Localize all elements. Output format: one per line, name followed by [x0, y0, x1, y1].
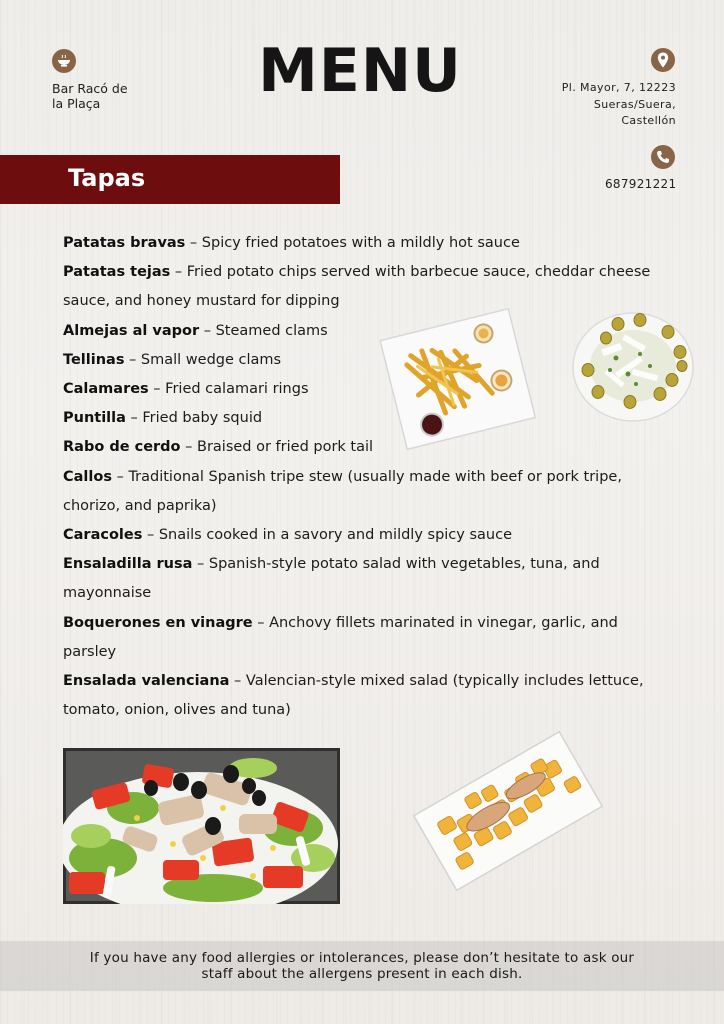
address — [496, 80, 676, 130]
menu-item-description: Fried potato chips served with barbecue sauce, cheddar cheese sauce, and honey mustard for dipping — [63, 264, 651, 310]
menu-item-description: Anchovy fillets marinated in vinegar, garlic, and parsley — [63, 614, 618, 660]
business-name — [52, 81, 128, 111]
phone-icon — [651, 145, 675, 169]
menu-item-name: Puntilla — [63, 410, 126, 427]
page-title: MENU — [258, 36, 462, 106]
menu-item-separator: – — [148, 381, 166, 398]
menu-item-description: Traditional Spanish tripe stew (usually made with beef or pork tripe, chorizo, and paprika) — [63, 468, 622, 514]
ensalada-valenciana-photo — [63, 748, 340, 904]
menu-item-separator: – — [229, 673, 246, 690]
menu-item-name: Patatas bravas — [63, 235, 186, 251]
menu-item-separator: – — [185, 235, 202, 251]
menu-item-description: Steamed clams — [215, 322, 328, 339]
menu-item-separator: – — [180, 439, 197, 456]
menu-list — [63, 229, 663, 725]
address-line2: Sueras/Suera, — [593, 97, 676, 111]
menu-item-separator: – — [142, 527, 159, 544]
menu-item-separator: – — [124, 351, 141, 368]
menu-item-name: Ensalada valenciana — [63, 673, 230, 690]
menu-item-separator: – — [170, 264, 187, 281]
phone-number: 687921221 — [605, 177, 677, 191]
business-name-line1: Bar Racó de — [52, 81, 128, 96]
menu-item — [63, 609, 663, 667]
potatoes-chicken-plate-photo — [410, 728, 606, 894]
menu-item-separator: – — [199, 322, 216, 339]
menu-item-description: Fried calamari rings — [165, 381, 309, 398]
allergen-notice-line2: staff about the allergens present in each dish. — [201, 966, 523, 982]
menu-item — [63, 463, 663, 521]
business-name-line2: la Plaça — [52, 96, 101, 111]
allergen-notice — [0, 941, 724, 991]
menu-item-description: Fried baby squid — [142, 410, 263, 427]
menu-item-separator: – — [252, 614, 270, 631]
address-line3: Castellón — [621, 114, 676, 127]
menu-item-name: Boquerones en vinagre — [63, 614, 253, 631]
menu-item-name: Almejas al vapor — [63, 322, 200, 339]
menu-item-separator: – — [125, 410, 143, 427]
menu-item-name: Rabo de cerdo — [63, 439, 181, 456]
allergen-notice-line1: If you have any food allergies or intolerances, please don’t hesitate to ask our — [89, 950, 635, 966]
potato-salad-plate-photo — [570, 310, 696, 424]
menu-item — [63, 229, 663, 258]
menu-item-name: Caracoles — [63, 527, 143, 544]
menu-item-name: Calamares — [63, 381, 149, 398]
menu-item — [63, 521, 663, 550]
section-banner — [0, 155, 340, 204]
menu-item-description: Braised or fried pork tail — [197, 439, 374, 456]
menu-item — [63, 667, 663, 725]
menu-item-description: Snails cooked in a savory and mildly spicy sauce — [158, 527, 512, 544]
menu-item-separator: – — [192, 556, 209, 573]
menu-item-separator: – — [111, 468, 129, 485]
address-line1: Pl. Mayor, 7, 12223 — [561, 81, 676, 94]
menu-item — [63, 550, 663, 608]
bowl-icon — [52, 49, 76, 73]
menu-item-description: Small wedge clams — [140, 351, 282, 368]
location-pin-icon — [651, 48, 675, 72]
menu-item-name: Patatas tejas — [63, 264, 171, 281]
menu-item-description: Spicy fried potatoes with a mildly hot sauce — [201, 235, 520, 251]
fries-plate-photo — [378, 305, 538, 455]
menu-item-description: Spanish-style potato salad with vegetables, tuna, and mayonnaise — [63, 556, 600, 602]
menu-item-name: Tellinas — [63, 351, 125, 368]
menu-item-name: Ensaladilla rusa — [63, 556, 193, 573]
menu-item — [63, 433, 663, 462]
menu-item-name: Callos — [63, 468, 112, 485]
menu-item — [63, 258, 663, 316]
section-title: Tapas — [68, 164, 146, 192]
menu-item-description: Valencian-style mixed salad (typically includes lettuce, tomato, onion, olives and tuna) — [63, 673, 644, 719]
